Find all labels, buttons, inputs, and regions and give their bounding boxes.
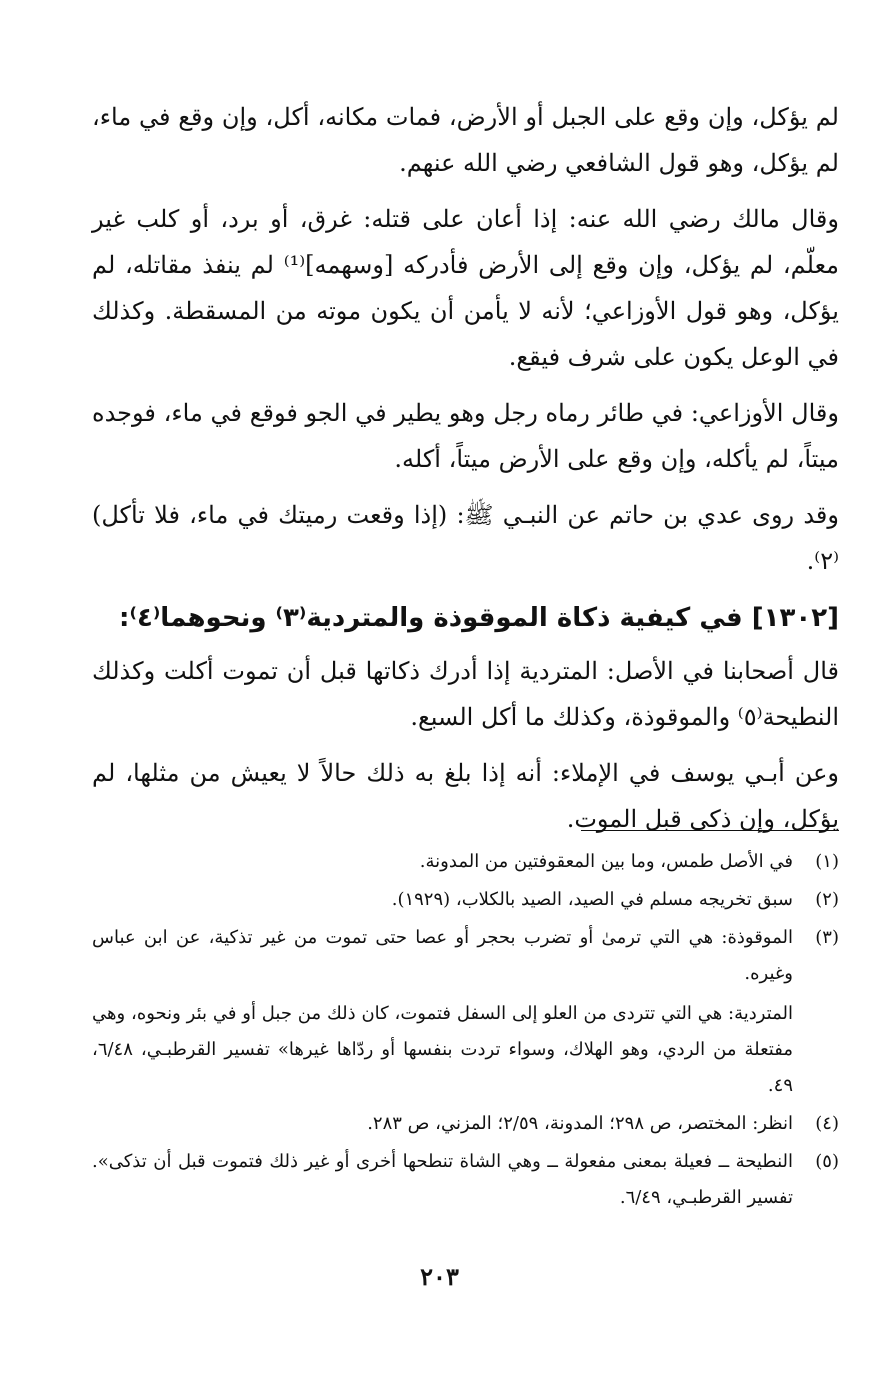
paragraph-2: وقال مالك رضي الله عنه: إذا أعان على قتله: غرق، أو برد، أو كلب غير معلّم، لم يؤكل، وإن وقع إلى الأرض فأدركه [وسهمه]⁽¹⁾ لم ينفذ مقاتله، لم يؤكل، وهو قول الأوزاعي؛ لأنه لا يأمن أن يكون موته من المسقطة. وكذلك في الوعل يكون على شرف فيقع. (92, 205, 840, 371)
paragraph-6: وعن أبـي يوسف في الإملاء: أنه إذا بلغ به ذلك حالاً لا يعيش من مثلها، لم يؤكل، وإن ذكى قبل الموت. (92, 759, 839, 833)
footnote-1 (92, 844, 839, 880)
footnote-number: (٤) (815, 1113, 839, 1134)
footnote-5 (92, 1144, 839, 1216)
footnote-number: (٢) (815, 889, 839, 910)
footnote-3-main: الموقوذة: هي التي ترمىٰ أو تضرب بحجر أو عصا حتى تموت من غير تذكية، عن ابن عباس وغيره. (92, 927, 793, 984)
footnote-text: النطيحة ــ فعيلة بمعنى مفعولة ــ وهي الشاة تنطحها أخرى أو غير ذلك فتموت قبل أن تذكى». تفسير القرطبـي، ٦/٤٩. (92, 1151, 793, 1208)
page-number: ٢٠٣ (420, 1262, 459, 1291)
footnote-divider (581, 830, 839, 831)
footnote-3 (92, 920, 839, 1104)
footnote-text: في الأصل طمس، وما بين المعقوفتين من المدونة. (419, 851, 793, 872)
footnote-text: سبق تخريجه مسلم في الصيد، الصيد بالكلاب، (١٩٢٩). (391, 889, 793, 910)
footnotes (92, 844, 839, 1218)
section-heading: [١٣٠٢] في كيفية ذكاة الموقوذة والمتردية⁽٣⁾ ونحوهما⁽٤⁾: (119, 603, 839, 633)
footnote-number: (١) (815, 851, 839, 872)
footnote-4 (92, 1106, 839, 1142)
footnote-text (92, 920, 793, 1104)
footnote-number: (٣) (815, 927, 839, 948)
footnote-3-sub: المتردية: هي التي تتردى من العلو إلى السفل فتموت، كان ذلك من جبل أو في بئر ونحوه، وهي مفتعلة من الردي، وهو الهلاك، وسواء تردت بنفسها أو ردّاها غيرها» تفسير القرطبـي، ٦/٤٨، ٤٩. (92, 1003, 793, 1096)
footnote-2 (92, 882, 839, 918)
paragraph-4: وقد روى عدي بن حاتم عن النبـي ﷺ: (إذا وقعت رميتك في ماء، فلا تأكل)⁽٢⁾. (92, 501, 839, 575)
paragraph-3: وقال الأوزاعي: في طائر رماه رجل وهو يطير في الجو فوقع في ماء، فوجده ميتاً، لم يأكله، وإن وقع على الأرض ميتاً، أكله. (92, 399, 839, 473)
paragraph-1: لم يؤكل، وإن وقع على الجبل أو الأرض، فمات مكانه، أكل، وإن وقع في ماء، لم يؤكل، وهو قول الشافعي رضي الله عنهم. (92, 103, 839, 177)
main-text (92, 94, 839, 852)
footnote-number: (٥) (815, 1151, 839, 1172)
footnote-text: انظر: المختصر، ص ٢٩٨؛ المدونة، ٢/٥٩؛ المزني، ص ٢٨٣. (367, 1113, 793, 1134)
paragraph-5: قال أصحابنا في الأصل: المتردية إذا أدرك ذكاتها قبل أن تموت أكلت وكذلك النطيحة⁽٥⁾ والموقوذة، وكذلك ما أكل السبع. (92, 657, 839, 731)
